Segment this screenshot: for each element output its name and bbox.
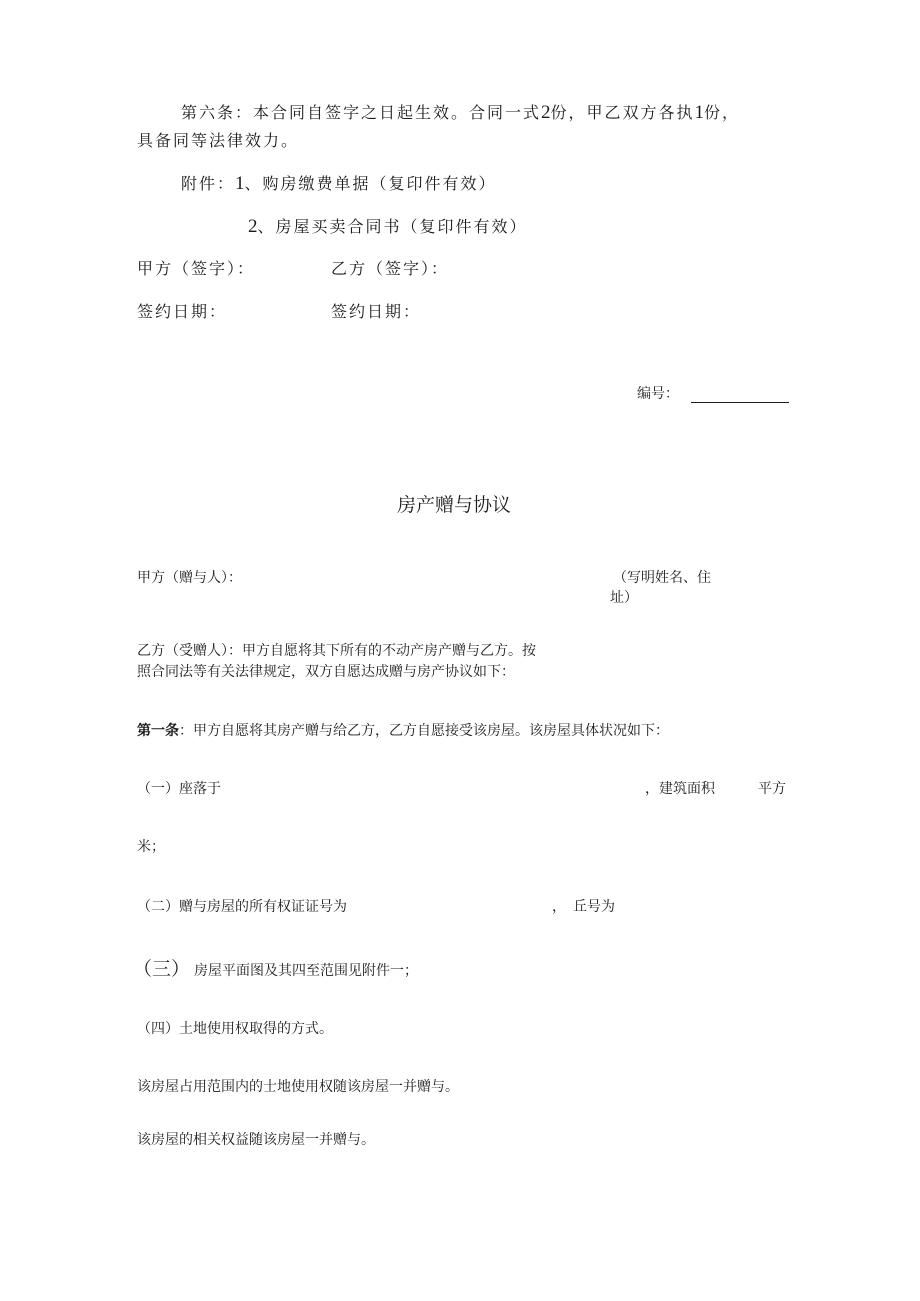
article6-text-b: 份，甲乙双方各执 — [550, 103, 695, 122]
item3-paren: （三） — [133, 958, 191, 980]
item3-text: 房屋平面图及其四至范围见附件一； — [194, 963, 419, 979]
party-a-label: 甲方（赠与人）： — [137, 570, 242, 586]
attachment2-number: 2 — [248, 216, 258, 237]
party-a-note-line1: （写明姓名、住 — [613, 570, 711, 586]
article6-text-c: 份， — [704, 103, 741, 122]
item1-area: ，建筑面积 — [645, 781, 715, 797]
land-use-note: 该房屋占用范围内的士地使用权随该房屋一并赠与。 — [137, 1079, 459, 1095]
item1-unit-cont: 米； — [137, 839, 165, 855]
item1-unit: 平方 — [758, 781, 786, 797]
party-b-sign-date: 签约日期： — [331, 302, 422, 321]
item1-label: （一）座落于 — [137, 781, 221, 797]
article1-text: ：甲方自愿将其房产赠与给乙方，乙方自愿接受该房屋。该房屋具体状况如下： — [179, 723, 669, 739]
item4: （四）土地使用权取得的方式。 — [137, 1021, 333, 1037]
party-a-signature: 甲方（签字）： — [137, 259, 256, 278]
party-a-sign-date: 签约日期： — [137, 302, 228, 321]
attachment1-number: 1 — [235, 173, 245, 194]
party-b-line2: 照合同法等有关法律规定，双方自愿达成赠与房产协议如下： — [137, 664, 515, 680]
article1 — [137, 720, 669, 740]
copies-each: 1 — [694, 102, 705, 123]
attachment-label: 附件： — [181, 174, 236, 193]
item2-hill-number: 丘号为 — [573, 899, 615, 915]
item2-comma: ， — [552, 899, 566, 915]
doc-number-label: 编号： — [637, 386, 679, 402]
item3 — [133, 954, 418, 981]
doc-number-blank — [691, 388, 789, 403]
article6-text-a: 第六条：本合同自签字之日起生效。合同一式 — [181, 103, 542, 122]
party-a-note-line2: 址） — [610, 590, 638, 606]
attachment1-text: 、购房缴费单据（复印件有效） — [244, 174, 497, 193]
doc-number — [637, 383, 789, 403]
article6-line1 — [181, 100, 740, 124]
item2-label: （二）赠与房屋的所有权证证号为 — [137, 899, 347, 915]
party-b-signature: 乙方（签字）： — [331, 259, 450, 278]
copies-count: 2 — [541, 102, 551, 123]
article6-line2: 具备同等法律效力。 — [137, 131, 300, 150]
document-title: 房产赠与协议 — [397, 494, 512, 516]
attachment-line-2 — [248, 214, 528, 238]
rights-note: 该房屋的相关权益随该房屋一并赠与。 — [137, 1132, 375, 1148]
party-b-line1: 乙方（受赠人）：甲方自愿将其下所有的不动产房产赠与乙方。按 — [137, 643, 536, 659]
attachment2-text: 、房屋买卖合同书（复印件有效） — [257, 217, 528, 236]
attachment-line-1 — [181, 171, 497, 195]
article1-label: 第一条 — [137, 723, 179, 739]
